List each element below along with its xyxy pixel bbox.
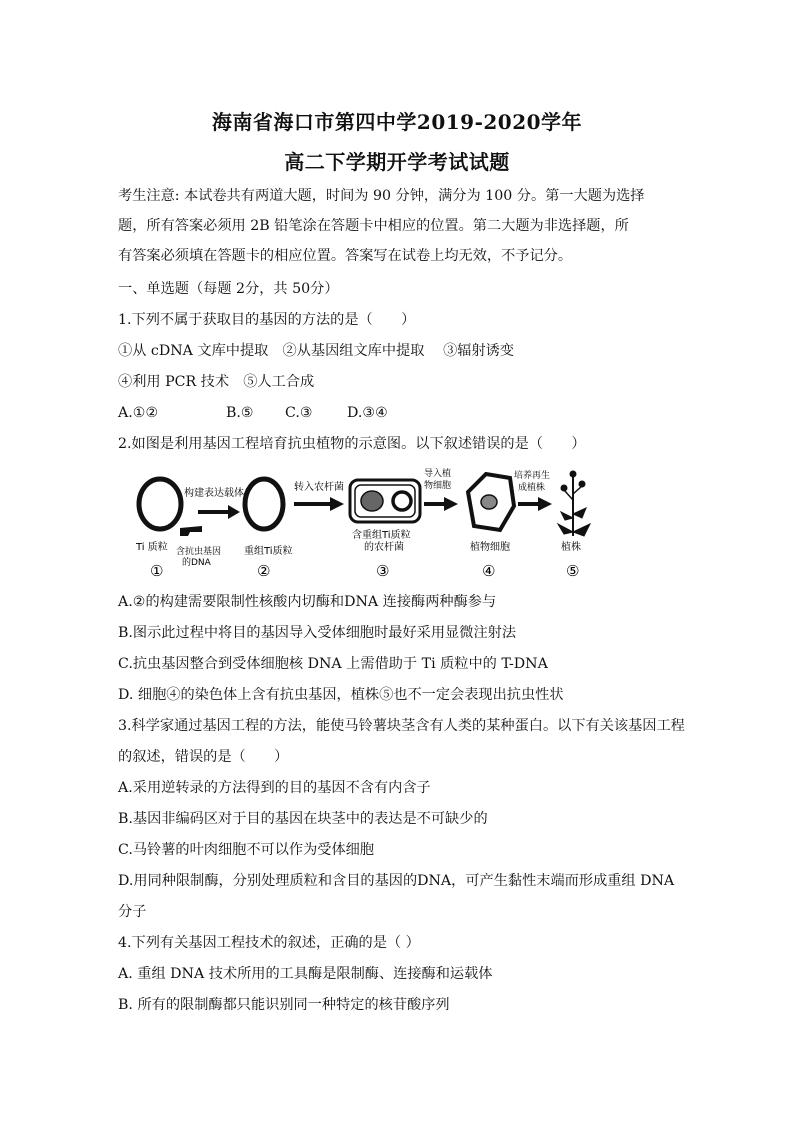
plant [558,471,590,536]
notice-line-1: 考生注意: 本试卷共有两道大题，时间为 90 分钟，满分为 100 分。第一大题为选择 [118,188,645,204]
dna-label-l1: 含抗虫基因 [176,547,222,557]
q2-option-d: D. 细胞④的染色体上含有抗虫基因，植株⑤也不一定会表现出抗虫性状 [118,687,564,703]
plant-label: 植株 [561,542,581,553]
q3-option-a: A.采用逆转录的方法得到的目的基因不含有内含子 [118,780,431,796]
ti-plasmid [139,479,181,529]
q2-option-c: C.抗虫基因整合到受体细胞核 DNA 上需借助于 Ti 质粒中的 T-DNA [118,656,548,672]
ti-plasmid-label: Ti 质粒 [136,542,168,553]
q4-option-a: A. 重组 DNA 技术所用的工具酶是限制酶、连接酶和运载体 [118,966,493,982]
arrow4-label-l2: 成植株 [518,483,546,493]
arrow1-label: 构建表达载体 [184,488,244,499]
arrow-1 [198,505,240,519]
plant-cell-nucleus [481,495,497,509]
arrow3-label-l2: 物细胞 [424,481,452,491]
page-title-line2: 高二下学期开学考试试题 [284,150,510,174]
notice-line-3: 有答案必须填在答题卡的相应位置。答案写在试卷上均无效，不予记分。 [118,248,573,264]
arrow-4 [518,497,552,511]
arrow3-label-l1: 导入植 [424,469,452,479]
q1-option-d: D.③④ [347,405,388,421]
arrow-2 [294,497,344,511]
q1-stem: 1.下列不属于获取目的基因的方法的是（ ） [118,312,416,328]
agro-label-l2: 的农杆菌 [364,542,404,553]
q3-option-c: C.马铃薯的叶肉细胞不可以作为受体细胞 [118,842,375,858]
plant-cell-label: 植物细胞 [470,542,510,553]
arrow-3 [424,497,458,511]
arrow4-label-l1: 培养再生 [514,471,551,481]
q1-option-b: B.⑤ [226,405,254,421]
agro-label-l1: 含重组Ti质粒 [352,530,411,541]
agro-nucleoid [361,491,383,511]
q2-stem: 2.如图是利用基因工程培育抗虫植物的示意图。以下叙述错误的是（ ） [118,436,586,452]
q3-option-d-cont: 分子 [118,904,147,920]
q4-stem: 4.下列有关基因工程技术的叙述，正确的是（ ） [118,935,420,951]
page-title-line1: 海南省海口市第四中学2019-2020学年 [211,110,583,134]
q1-option-c: C.③ [285,405,313,421]
q3-option-d: D.用同种限制酶，分别处理质粒和含目的基因的DNA，可产生黏性末端而形成重组 DNA [118,873,675,889]
recombinant-plasmid [245,479,283,529]
arrow2-label: 转入农杆菌 [294,482,344,493]
q3-stem-line2: 的叙述，错误的是（ ） [118,749,289,765]
q1-option-a: A.①② [118,405,159,421]
label-num-4: ④ [482,562,496,580]
q2-option-a: A.②的构建需要限制性核酸内切酶和DNA 连接酶两种酶参与 [118,594,497,610]
q2-option-b: B.图示此过程中将目的基因导入受体细胞时最好采用显微注射法 [118,625,517,641]
label-num-5: ⑤ [566,562,580,580]
notice-line-2: 题，所有答案必须用 2B 铅笔涂在答题卡中相应的位置。第二大题为非选择题，所 [118,218,629,234]
q3-option-b: B.基因非编码区对于目的基因在块茎中的表达是不可缺少的 [118,811,488,827]
label-num-1: ① [150,562,164,580]
section-heading: 一、单选题（每题 2分，共 50分） [118,281,339,297]
gene-engineering-diagram [118,466,598,584]
q1-options [118,403,678,423]
label-num-2: ② [257,562,271,580]
q4-option-b: B. 所有的限制酶都只能识别同一种特定的核苷酸序列 [118,997,450,1013]
recombinant-plasmid-label: 重组Ti质粒 [244,546,293,557]
q1-items-line2: ④利用 PCR 技术 ⑤人工合成 [118,374,315,390]
q1-items-line1: ①从 cDNA 文库中提取 ②从基因组文库中提取 ③辐射诱变 [118,343,515,359]
q3-stem-line1: 3.科学家通过基因工程的方法，能使马铃薯块茎含有人类的某种蛋白。以下有关该基因工程 [118,718,685,734]
label-num-3: ③ [376,562,390,580]
dna-fragment [180,526,202,536]
dna-label-l2: 的DNA [182,558,211,568]
